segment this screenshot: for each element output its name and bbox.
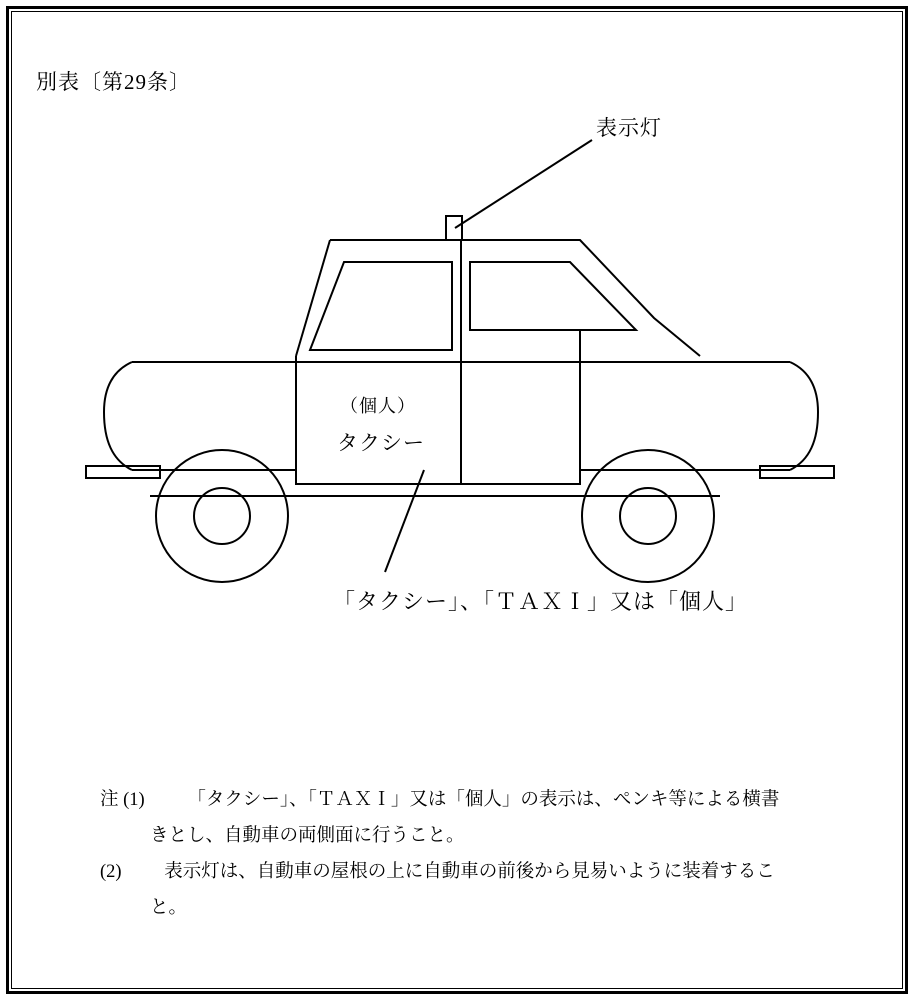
notes-block [100,782,890,926]
door-text-taxi: タクシー [337,431,425,455]
leader-line-lamp [455,140,592,228]
note-row [100,854,890,890]
front-bumper [86,466,160,478]
roof-lamp-label: 表示灯 [596,116,662,140]
rear-bumper [760,466,834,478]
note-1-line-1: 「タクシー」、「ＴＡＸＩ」又は「個人」の表示は、ペンキ等による横書 [187,790,780,810]
cabin-front-pillar [296,240,330,356]
roof-lamp-icon [446,216,462,240]
rear-body-curve [790,362,818,470]
door-text-kojin: （個人） [340,396,416,416]
leader-line-door [385,470,424,572]
notes-label: 注 [100,790,119,810]
front-body-curve [104,362,132,470]
door-display-caption: 「タクシー」、「ＴＡＸＩ」又は「個人」 [333,589,749,614]
front-window [310,262,452,350]
lower-rear-body [296,470,790,484]
note-2-number: (2) [100,862,122,883]
note-1-number: (1) [123,790,145,810]
page-title: 別表〔第29条〕 [36,70,191,94]
note-row [100,782,890,818]
cabin-roof-outline [330,240,700,356]
note-2-line-1: 表示灯は、自動車の屋根の上に自動車の前後から見易いように装着するこ [164,862,775,883]
note-2-line-2: と。 [150,898,188,919]
note-1-line-2: きとし、自動車の両側面に行うこと。 [150,826,465,847]
